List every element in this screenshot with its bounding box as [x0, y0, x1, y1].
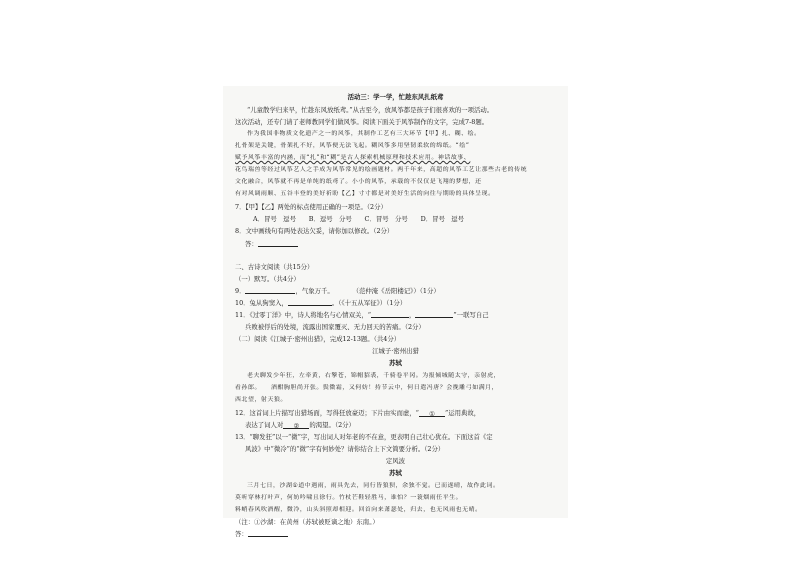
poem-1-line: 看孙郎。 酒酣胸胆尚开张。鬓微霜，又何妨！持节云中，何日遣冯唐？会挽雕弓如满月，: [235, 385, 499, 391]
passage-line: 花鸟瑞兽等经过风筝艺人之手成为风筝常见的绘画题材。两千年来，高超的风筝工艺让那些古老的传统: [235, 167, 528, 173]
poem-1-line: 西北望，射天狼。: [235, 397, 287, 403]
answer-label: 答：: [235, 530, 248, 538]
passage-line: 扎骨架是关键，骨架扎不好，风筝便无法飞起。糊风筝多用坚韧柔软的绵纸。“绘”: [235, 143, 470, 149]
fill-blank[interactable]: [245, 286, 295, 294]
fill-blank[interactable]: [415, 310, 453, 318]
question-8-stem: 8．文中画线句有两处表达欠妥，请你加以修改。（2分）: [235, 227, 394, 235]
question-12-cont[interactable]: 表达了词人对 ② 的渴望。（2分）: [245, 421, 355, 430]
question-13-answer[interactable]: [235, 529, 288, 538]
question-8-answer[interactable]: [245, 239, 298, 251]
poem-2-note: （注：①沙湖：在黄州（苏轼被贬谪之地）东南。）: [235, 518, 379, 526]
fill-blank[interactable]: [371, 310, 409, 318]
question-10[interactable]: 10．兔从狗窦入， 。（《十五从军征》）（1分）: [235, 299, 407, 307]
answer-blank[interactable]: [248, 529, 288, 537]
poem-2-preface: 三月七日，沙湖①道中遇雨，雨具先去，同行皆狼狈，余独不觉。已而遂晴，故作此词。: [247, 483, 500, 489]
fill-blank[interactable]: [288, 298, 332, 306]
poem-2-line: 莫听穿林打叶声，何妨吟啸且徐行。竹杖芒鞋轻胜马，谁怕？一蓑烟雨任平生。: [235, 495, 463, 501]
question-7-options: A．冒号 逗号 B．逗号 分号 C．冒号 分号 D．冒号 逗号: [253, 215, 465, 223]
question-number: 9．: [235, 287, 246, 295]
section-2-sub-2: （二）阅读《江城子·密州出猎》，完成12-13题。（共4分）: [235, 335, 401, 343]
activity-intro-line: 这次活动，还专门请了老师教同学们做风筝。阅读下面关于风筝制作的文字，完成7-8题。: [235, 118, 489, 126]
passage-line: 文化融合，风筝就不再是单纯的纸鸢了。小小的风筝，承载的不仅仅是飞翔的梦想，还: [235, 179, 482, 185]
passage-line: 有对风调雨顺、五谷丰登的美好祈盼【乙】寸寸都是对美好生活的向往与期盼的具体呈现。: [235, 191, 495, 197]
poem-1-author: 苏轼: [389, 359, 402, 367]
activity-title: 活动三：学一学，忙趁东风扎纸鸢: [347, 93, 444, 101]
poem-1-title: 江城子·密州出猎: [372, 347, 419, 355]
question-11-cont: 兵败被俘后的处境，流露出国家覆灭、无力回天的苦痛。（2分）: [245, 323, 425, 331]
poem-1-line: 老夫聊发少年狂，左牵黄，右擎苍，锦帽貂裘，千骑卷平冈。为报倾城随太守，亲射虎，: [247, 373, 501, 379]
poem-2-title: 定风波: [385, 457, 406, 465]
fill-blank-1[interactable]: ①: [419, 409, 445, 417]
passage-underlined-line: 赋予风筝丰富的内涵，而“扎”和“糊”是古人探索机械原理和技术应用。神话故事、: [235, 155, 471, 161]
fill-blank-2[interactable]: ②: [283, 421, 309, 429]
answer-label: 答：: [245, 240, 258, 248]
question-9[interactable]: 9． ，气象万千。 （范仲淹《岳阳楼记》）（1分）: [235, 287, 440, 295]
question-13-cont: 风波》中“微冷”的“微”字有何妙处？请你结合上下文简要分析。（2分）: [245, 445, 445, 453]
question-13: 13．“聊发狂”以一“微”字，写出词人对年老的不在意，更表明自己壮心犹在。下面这首《定: [235, 433, 493, 441]
exam-page: [223, 86, 568, 518]
poem-2-author: 苏轼: [389, 469, 402, 477]
question-7-stem: 7．【甲】【乙】两处的标点使用正确的一项是。（2分）: [235, 203, 387, 211]
question-12[interactable]: 12．这首词上片描写出猎场面，写得狂放豪迈；下片由实而虚，“ ① ”运用典故，: [235, 409, 481, 418]
passage-line: 作为我国非物质文化遗产之一的风筝，其制作工艺有三大环节【甲】扎、糊、绘。: [247, 131, 481, 137]
answer-blank[interactable]: [258, 239, 298, 247]
section-2-title: 二、古诗文阅读（共15分）: [235, 263, 314, 271]
activity-intro-line: “儿童散学归来早，忙趁东风放纸鸢。”从古至今，放风筝都是孩子们很喜欢的一项活动。: [247, 106, 494, 114]
section-2-sub-1: （一）默写。（共4分）: [235, 275, 300, 283]
question-11[interactable]: 11．《过零丁洋》中，诗人将地名与心情双关，“ ， ”一联写自己: [235, 311, 489, 319]
poem-2-line: 料峭春风吹酒醒，微冷，山头斜照却相迎。回首向来萧瑟处，归去，也无风雨也无晴。: [235, 507, 482, 513]
